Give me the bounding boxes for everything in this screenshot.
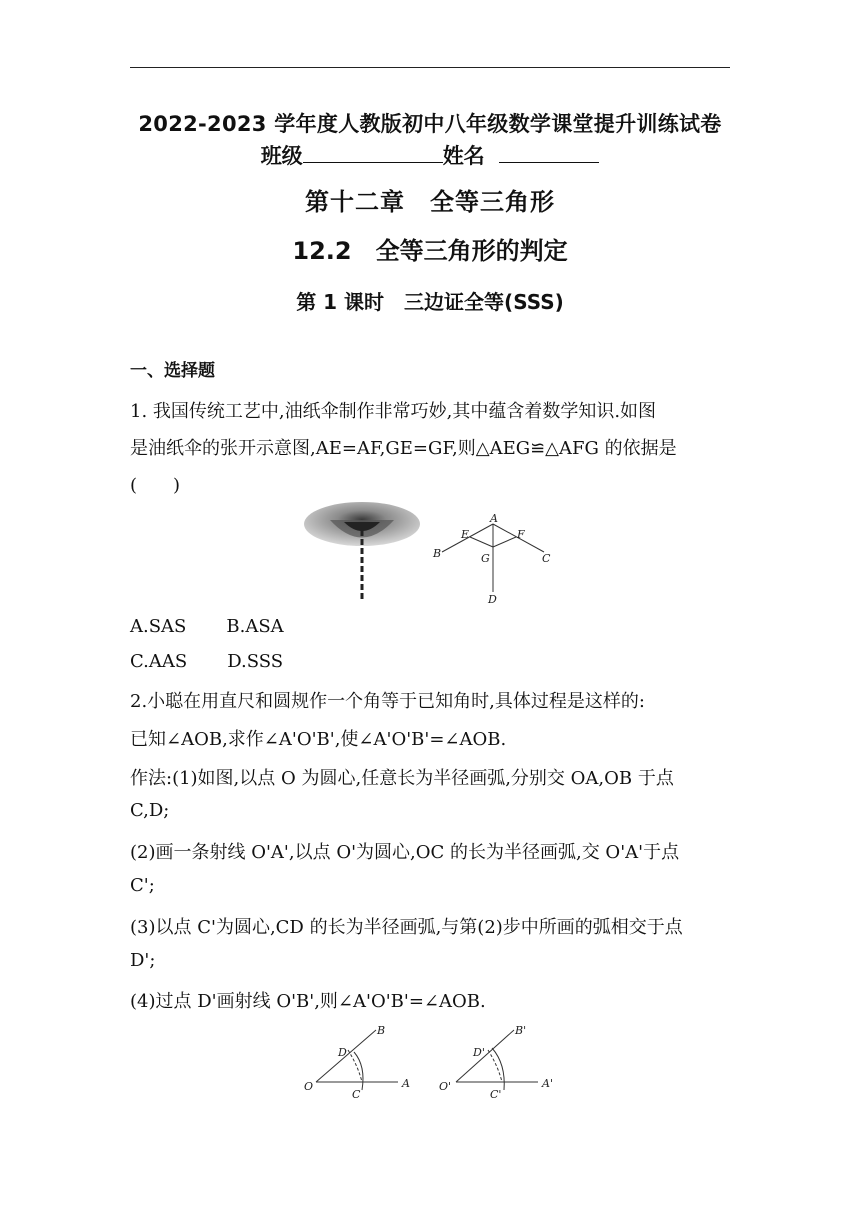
paper-title: 2022-2023 学年度人教版初中八年级数学课堂提升训练试卷: [138, 112, 722, 136]
top-rule: [130, 67, 730, 68]
option-c[interactable]: C.AAS: [130, 651, 188, 672]
label-A-prime: A': [542, 1077, 553, 1090]
label-F: F: [517, 528, 525, 541]
q2-text-line2: 已知∠AOB,求作∠A'O'B',使∠A'O'B'=∠AOB.: [130, 729, 507, 750]
q1-text-line3: ( ): [130, 475, 181, 496]
umbrella-illustration: [300, 500, 425, 605]
label-O-prime: O': [439, 1080, 452, 1093]
label-B-prime: B': [515, 1024, 527, 1037]
section-title: 12.2 全等三角形的判定: [292, 237, 568, 265]
label-A: A: [490, 512, 498, 525]
class-blank[interactable]: [303, 144, 443, 163]
label-D: D: [488, 593, 497, 605]
q1-text-line2: 是油纸伞的张开示意图,AE=AF,GE=GF,则△AEG≌△AFG 的依据是: [130, 438, 677, 459]
name-label: 姓名: [442, 144, 485, 168]
label-B: B: [377, 1024, 386, 1037]
label-C: C: [352, 1088, 361, 1101]
chapter-title: 第十二章 全等三角形: [305, 188, 555, 216]
label-E: E: [461, 528, 470, 541]
q2-text-line7: (3)以点 C'为圆心,CD 的长为半径画弧,与第(2)步中所画的弧相交于点: [130, 917, 683, 938]
label-C: C: [542, 552, 551, 565]
option-a[interactable]: A.SAS: [130, 616, 187, 637]
label-B: B: [433, 547, 442, 560]
section-heading: 一、选择题: [130, 361, 215, 381]
option-d[interactable]: D.SSS: [227, 651, 284, 672]
q1-text-line1: 1. 我国传统工艺中,油纸伞制作非常巧妙,其中蕴含着数学知识.如图: [130, 401, 657, 422]
q2-construction-figure: [298, 1020, 568, 1105]
class-label: 班级: [260, 144, 303, 168]
label-D: D: [338, 1046, 347, 1059]
label-G: G: [481, 552, 490, 565]
label-O: O: [304, 1080, 314, 1093]
lesson-title: 第 1 课时 三边证全等(SSS): [296, 290, 564, 314]
label-A: A: [402, 1077, 410, 1090]
label-D-prime: D': [473, 1046, 485, 1059]
q2-text-line4: C,D;: [130, 800, 170, 821]
q2-text-line5: (2)画一条射线 O'A',以点 O'为圆心,OC 的长为半径画弧,交 O'A'于点: [130, 842, 680, 863]
label-C-prime: C': [490, 1088, 502, 1101]
angle-aob-figure: [304, 1024, 410, 1101]
q2-text-line3: 作法:(1)如图,以点 O 为圆心,任意长为半径画弧,分别交 OA,OB 于点: [130, 768, 674, 789]
q2-text-line9: (4)过点 D'画射线 O'B',则∠A'O'B'=∠AOB.: [130, 991, 486, 1012]
angle-a2o2b2-figure: [439, 1024, 553, 1101]
q2-text-line1: 2.小聪在用直尺和圆规作一个角等于已知角时,具体过程是这样的:: [130, 691, 645, 712]
q2-text-line6: C';: [130, 875, 155, 896]
name-blank[interactable]: [499, 144, 599, 163]
option-b[interactable]: B.ASA: [226, 616, 284, 637]
q1-options-row2: [130, 651, 283, 672]
q1-schematic-figure: [428, 510, 558, 605]
student-info-line: [0, 140, 860, 170]
q1-options-row1: [130, 616, 284, 637]
q2-text-line8: D';: [130, 950, 156, 971]
